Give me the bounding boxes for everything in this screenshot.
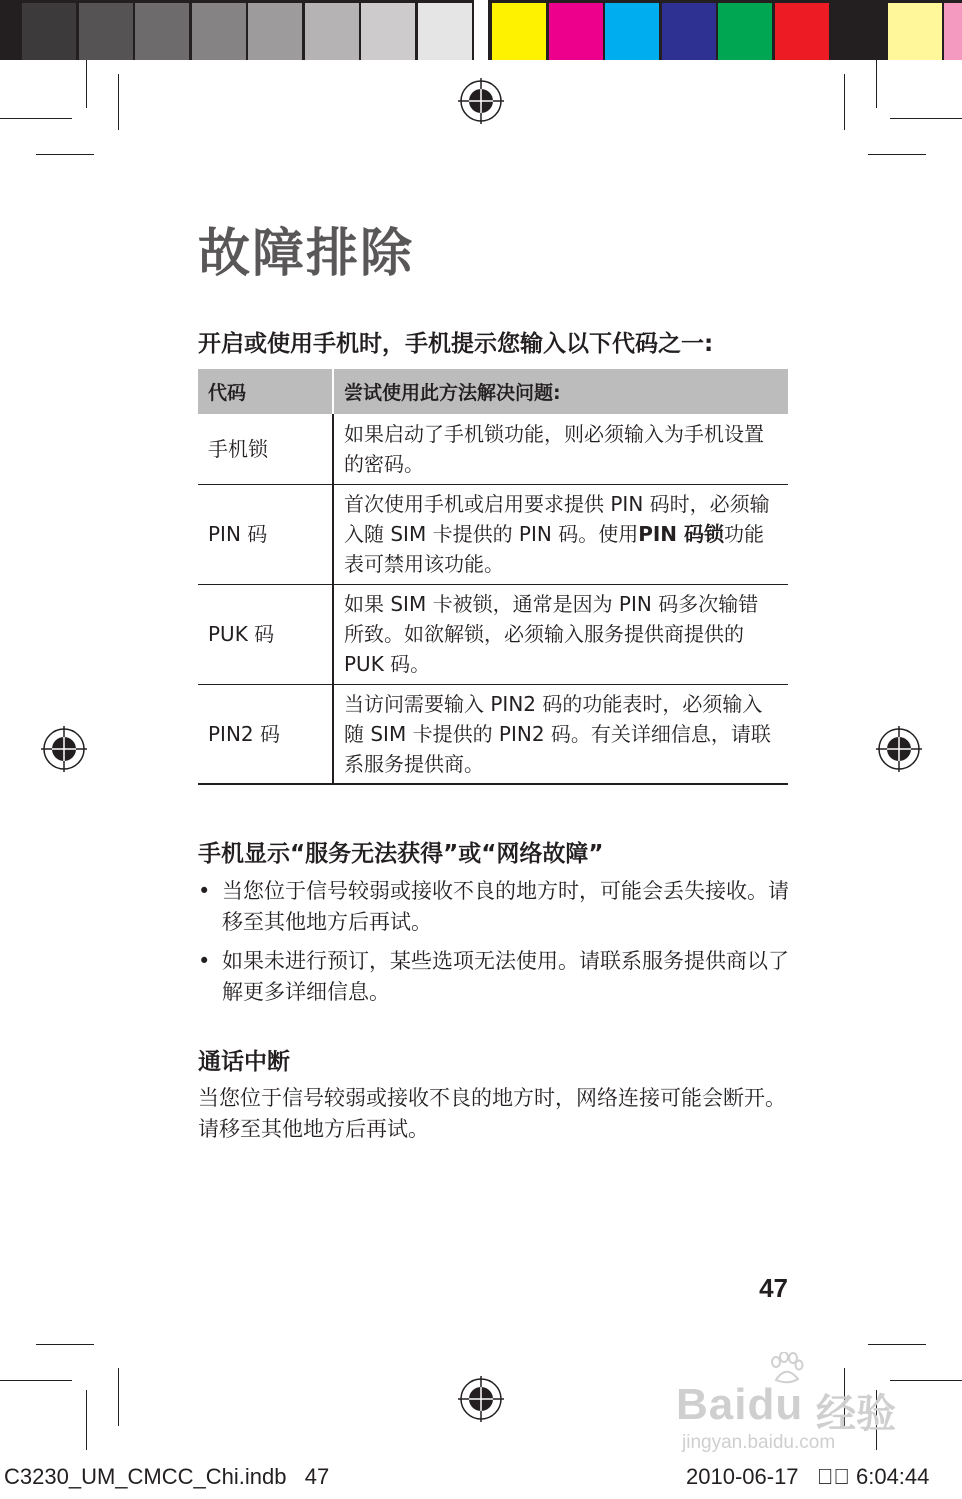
call-dropped-text: 当您位于信号较弱或接收不良的地方时，网络连接可能会断开。请移至其他地方后再试。	[198, 1086, 786, 1141]
solution-cell	[333, 484, 788, 584]
list-item-text: 如果未进行预订，某些选项无法使用。请联系服务提供商以了解更多详细信息。	[222, 949, 789, 1004]
bullet-icon: •	[198, 949, 211, 973]
bullet-list	[198, 876, 798, 1016]
table-row	[198, 414, 788, 484]
crop-mark	[876, 60, 877, 108]
crop-mark	[86, 60, 87, 108]
code-cell: PUK 码	[198, 584, 333, 684]
crop-mark	[868, 154, 926, 155]
registration-mark-icon	[41, 726, 87, 772]
registration-mark-icon	[876, 726, 922, 772]
calibration-swatch	[492, 3, 546, 60]
calibration-swatch	[22, 3, 76, 60]
watermark-product: 经验	[816, 1392, 896, 1436]
calibration-swatch	[888, 3, 942, 60]
calibration-swatch	[831, 3, 885, 60]
section-heading-call-dropped: 通话中断	[198, 1049, 290, 1075]
calibration-swatch	[135, 3, 189, 60]
list-item	[198, 876, 798, 938]
calibration-swatch	[775, 3, 829, 60]
solution-cell: 如果 SIM 卡被锁，通常是因为 PIN 码多次输错所致。如欲解锁，必须输入服务提供商提供的 PUK 码。	[333, 584, 788, 684]
registration-mark-icon	[458, 78, 504, 124]
calibration-swatch	[418, 3, 472, 60]
crop-mark	[118, 1368, 119, 1426]
baidu-watermark	[676, 1352, 906, 1462]
crop-mark	[36, 1344, 94, 1345]
calibration-swatch	[79, 3, 133, 60]
calibration-swatch	[549, 3, 603, 60]
solution-cell: 当访问需要输入 PIN2 码的功能表时，必须输入随 SIM 卡提供的 PIN2 码。有关详细信息，请联系服务提供商。	[333, 684, 788, 784]
watermark-url: jingyan.baidu.com	[682, 1432, 836, 1453]
calibration-swatch	[361, 3, 415, 60]
code-cell: 手机锁	[198, 414, 333, 484]
calibration-swatch	[305, 3, 359, 60]
solution-text: 首次使用手机或启用要求提供 PIN 码时，必须输入随 SIM 卡提供的 PIN 码。使用	[344, 492, 770, 546]
section-heading-service-unavailable: 手机显示“服务无法获得”或“网络故障”	[198, 841, 604, 867]
crop-mark	[0, 118, 72, 119]
column-header-solution: 尝试使用此方法解决问题:	[333, 369, 788, 414]
crop-mark	[844, 74, 845, 130]
crop-mark	[36, 154, 94, 155]
calibration-swatch	[248, 3, 302, 60]
menu-name-bold: PIN 码锁	[638, 522, 725, 546]
table-header-row	[198, 369, 788, 414]
slug-filename: C3230_UM_CMCC_Chi.indb 47	[4, 1464, 330, 1489]
code-cell: PIN2 码	[198, 684, 333, 784]
section-heading-codes: 开启或使用手机时，手机提示您输入以下代码之一:	[198, 331, 714, 357]
calibration-swatch	[718, 3, 772, 60]
list-item-text: 当您位于信号较弱或接收不良的地方时，可能会丢失接收。请移至其他地方后再试。	[222, 879, 789, 934]
watermark-brand: Bai	[676, 1380, 748, 1429]
list-item	[198, 946, 798, 1008]
page-number: 47	[759, 1273, 788, 1303]
grayscale-calibration-bar	[0, 0, 474, 60]
crop-mark	[890, 118, 962, 119]
registration-mark-icon	[458, 1376, 504, 1422]
calibration-swatch	[605, 3, 659, 60]
color-calibration-bar	[488, 0, 962, 60]
table-row	[198, 484, 788, 584]
table-row	[198, 684, 788, 784]
solution-text: 功能表可禁用该功能。	[344, 522, 765, 576]
codes-table	[198, 369, 788, 785]
watermark-brand-du: du	[747, 1380, 804, 1429]
table-row	[198, 584, 788, 684]
crop-mark	[86, 1390, 87, 1450]
code-cell: PIN 码	[198, 484, 333, 584]
solution-cell: 如果启动了手机锁功能，则必须输入为手机设置的密码。	[333, 414, 788, 484]
calibration-swatch	[944, 3, 962, 60]
column-header-code: 代码	[198, 369, 333, 414]
slug-datetime: 2010-06-17 ￿￿ 6:04:44	[686, 1464, 930, 1489]
page-title: 故障排除	[198, 224, 415, 284]
calibration-swatch	[662, 3, 716, 60]
calibration-swatch	[192, 3, 246, 60]
crop-mark	[0, 1380, 72, 1381]
crop-mark	[868, 1344, 926, 1345]
bullet-icon: •	[198, 879, 211, 903]
crop-mark	[118, 74, 119, 130]
